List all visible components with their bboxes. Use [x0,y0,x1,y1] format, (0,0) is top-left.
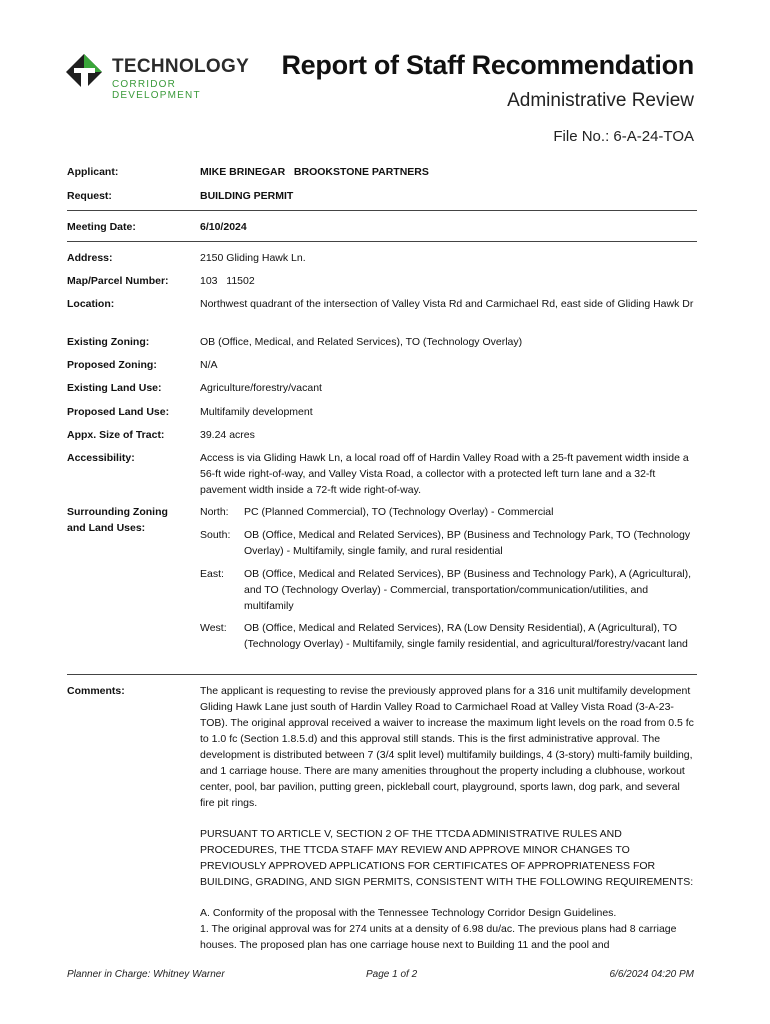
accessibility-label: Accessibility: [67,452,135,464]
request-value: BUILDING PERMIT [200,190,294,202]
direction-text: OB (Office, Medical and Related Services), RA (Low Density Residential), A (Agricultural), TO (Technology Overlay) - Multifamily, single family residential, and agricultural/forestry/vacant land [244,622,688,650]
footer-planner: Planner in Charge: Whitney Warner [67,969,225,980]
comments-label: Comments: [67,685,125,697]
existing-land-use-value: Agriculture/forestry/vacant [200,382,322,394]
direction-text: OB (Office, Medical and Related Services), BP (Business and Technology Park), A (Agricultural), and TO (Technology Overlay) - Commercial, transportation/communication/utilities, and multifamily [244,568,692,612]
footer-page-number: Page 1 of 2 [366,969,418,980]
footer-timestamp: 6/6/2024 04:20 PM [609,969,694,980]
logo [64,52,250,101]
logo-subtitle: CORRIDOR DEVELOPMENT [112,79,201,101]
request-label: Request: [67,190,112,202]
applicant-label: Applicant: [67,166,119,178]
address-label: Address: [67,252,113,264]
address-value: 2150 Gliding Hawk Ln. [200,252,306,264]
comments-paragraph: PURSUANT TO ARTICLE V, SECTION 2 OF THE TTCDA ADMINISTRATIVE RULES AND PROCEDURES, THE TTCDA STAFF MAY REVIEW AND APPROVE MINOR CHANGES TO PREVIOUSLY APPROVED APPLICATIONS FOR CERTIFICATES OF APPROPRIATENESS FOR BUILDING, GRADING, AND SIGN PERMITS, CONSISTENT WITH THE FOLLOWING REQUIREMENTS: [200,828,694,888]
comments-body [200,683,697,953]
comments-paragraph: A. Conformity of the proposal with the Tennessee Technology Corridor Design Guidelines. [200,907,617,919]
direction-text: PC (Planned Commercial), TO (Technology Overlay) - Commercial [244,506,554,518]
location-label: Location: [67,298,115,310]
existing-zoning-label: Existing Zoning: [67,336,150,348]
parcel-label: Map/Parcel Number: [67,275,169,287]
direction-text: OB (Office, Medical and Related Services), BP (Business and Technology Park, TO (Technology Overlay) - Multifamily, single family, and rural residential [244,529,691,557]
divider [67,210,697,211]
parcel-value: 103 11502 [200,275,255,287]
report-title: Report of Staff Recommendation [281,50,694,80]
direction-label: West: [200,622,227,634]
direction-label: North: [200,506,229,518]
accessibility-value: Access is via Gliding Hawk Ln, a local road off of Hardin Valley Road with a 25-ft pavement width inside a 56-ft wide right-of-way, and Valley Vista Road, a collector with a protected left turn lane and a 32-ft pavement width inside a 72-ft wide right-of-way. [200,452,689,496]
divider [67,674,697,675]
existing-zoning-value: OB (Office, Medical, and Related Services), TO (Technology Overlay) [200,336,523,348]
logo-mark-icon [64,52,106,96]
report-subtitle: Administrative Review [507,90,694,111]
meeting-date-value: 6/10/2024 [200,221,247,233]
proposed-zoning-value: N/A [200,359,218,371]
direction-label: East: [200,568,224,580]
tract-size-value: 39.24 acres [200,429,255,441]
proposed-land-use-label: Proposed Land Use: [67,406,170,418]
existing-land-use-label: Existing Land Use: [67,382,162,394]
surrounding-label: Surrounding Zoning and Land Uses: [67,506,168,534]
meeting-date-label: Meeting Date: [67,221,136,233]
divider [67,241,697,242]
applicant-value: MIKE BRINEGAR BROOKSTONE PARTNERS [200,166,429,178]
location-value: Northwest quadrant of the intersection of Valley Vista Rd and Carmichael Rd, east side of Gliding Hawk Dr [200,298,694,310]
comments-paragraph: The applicant is requesting to revise the previously approved plans for a 316 unit multifamily development Gliding Hawk Lane just south of Hardin Valley Road to Carmichael Road at Valley Vista Road (3-A-23-TOB). The original approval received a waiver to increase the maximum light levels on the road from 0.5 fc to 1.0 fc (Section 1.8.5.d) and this approval still stands. This is the first administrative approval. The development is distributed between 7 (3/4 split level) multifamily buildings, 4 (3-story) multi-family building, and 1 carriage house. There are many amenities throughout the property including a clubhouse, workout center, pool, bar pavilion, putting green, pickleball court, playground, sports lawn, dog park, and several fire pit rings. [200,685,694,809]
direction-label: South: [200,529,231,541]
logo-title: TECHNOLOGY [112,56,250,77]
tract-size-label: Appx. Size of Tract: [67,429,165,441]
proposed-zoning-label: Proposed Zoning: [67,359,157,371]
proposed-land-use-value: Multifamily development [200,406,313,418]
comments-paragraph: 1. The original approval was for 274 units at a density of 6.98 du/ac. The previous plans had 8 carriage houses. The proposed plan has one carriage house next to Building 11 and the pool and [200,923,677,951]
file-number: File No.: 6-A-24-TOA [553,128,694,145]
